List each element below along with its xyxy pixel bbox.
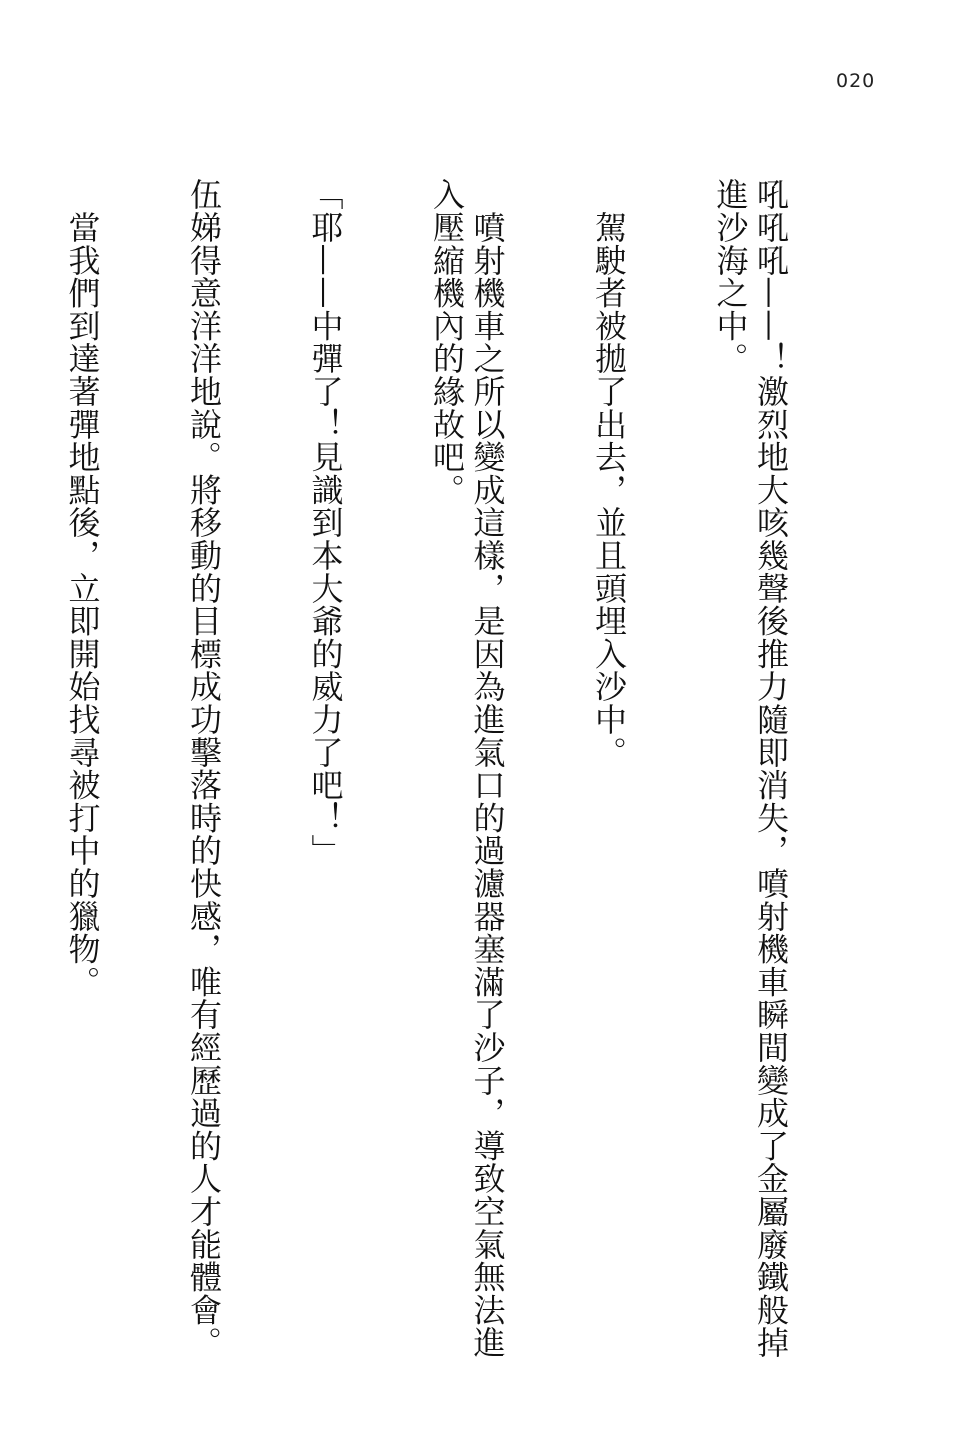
paragraph: 當我們到達著彈地點後，立即開始找尋被打中的獵物。 bbox=[63, 178, 102, 998]
paragraph: 噴射機車之所以變成這樣，是因為進氣口的過濾器塞滿了沙子，導致空氣無法進入壓縮機內的緣故吧。 bbox=[428, 178, 507, 1359]
paragraph: 駕駛者被拋了出去，並且頭埋入沙中。 bbox=[590, 178, 628, 769]
body-text bbox=[0, 178, 872, 1378]
paragraph: 伍娣得意洋洋地說。將移動的目標成功擊落時的快感，唯有經歷過的人才能體會。 bbox=[185, 178, 223, 1359]
paragraph: 吼吼吼——！激烈地大咳幾聲後推力隨即消失，噴射機車瞬間變成了金屬廢鐵般掉進沙海之中。 bbox=[711, 178, 790, 1359]
paragraph: 「耶——中彈了！見識到本大爺的威力了吧！」 bbox=[306, 178, 345, 867]
page-number: 020 bbox=[836, 70, 876, 92]
